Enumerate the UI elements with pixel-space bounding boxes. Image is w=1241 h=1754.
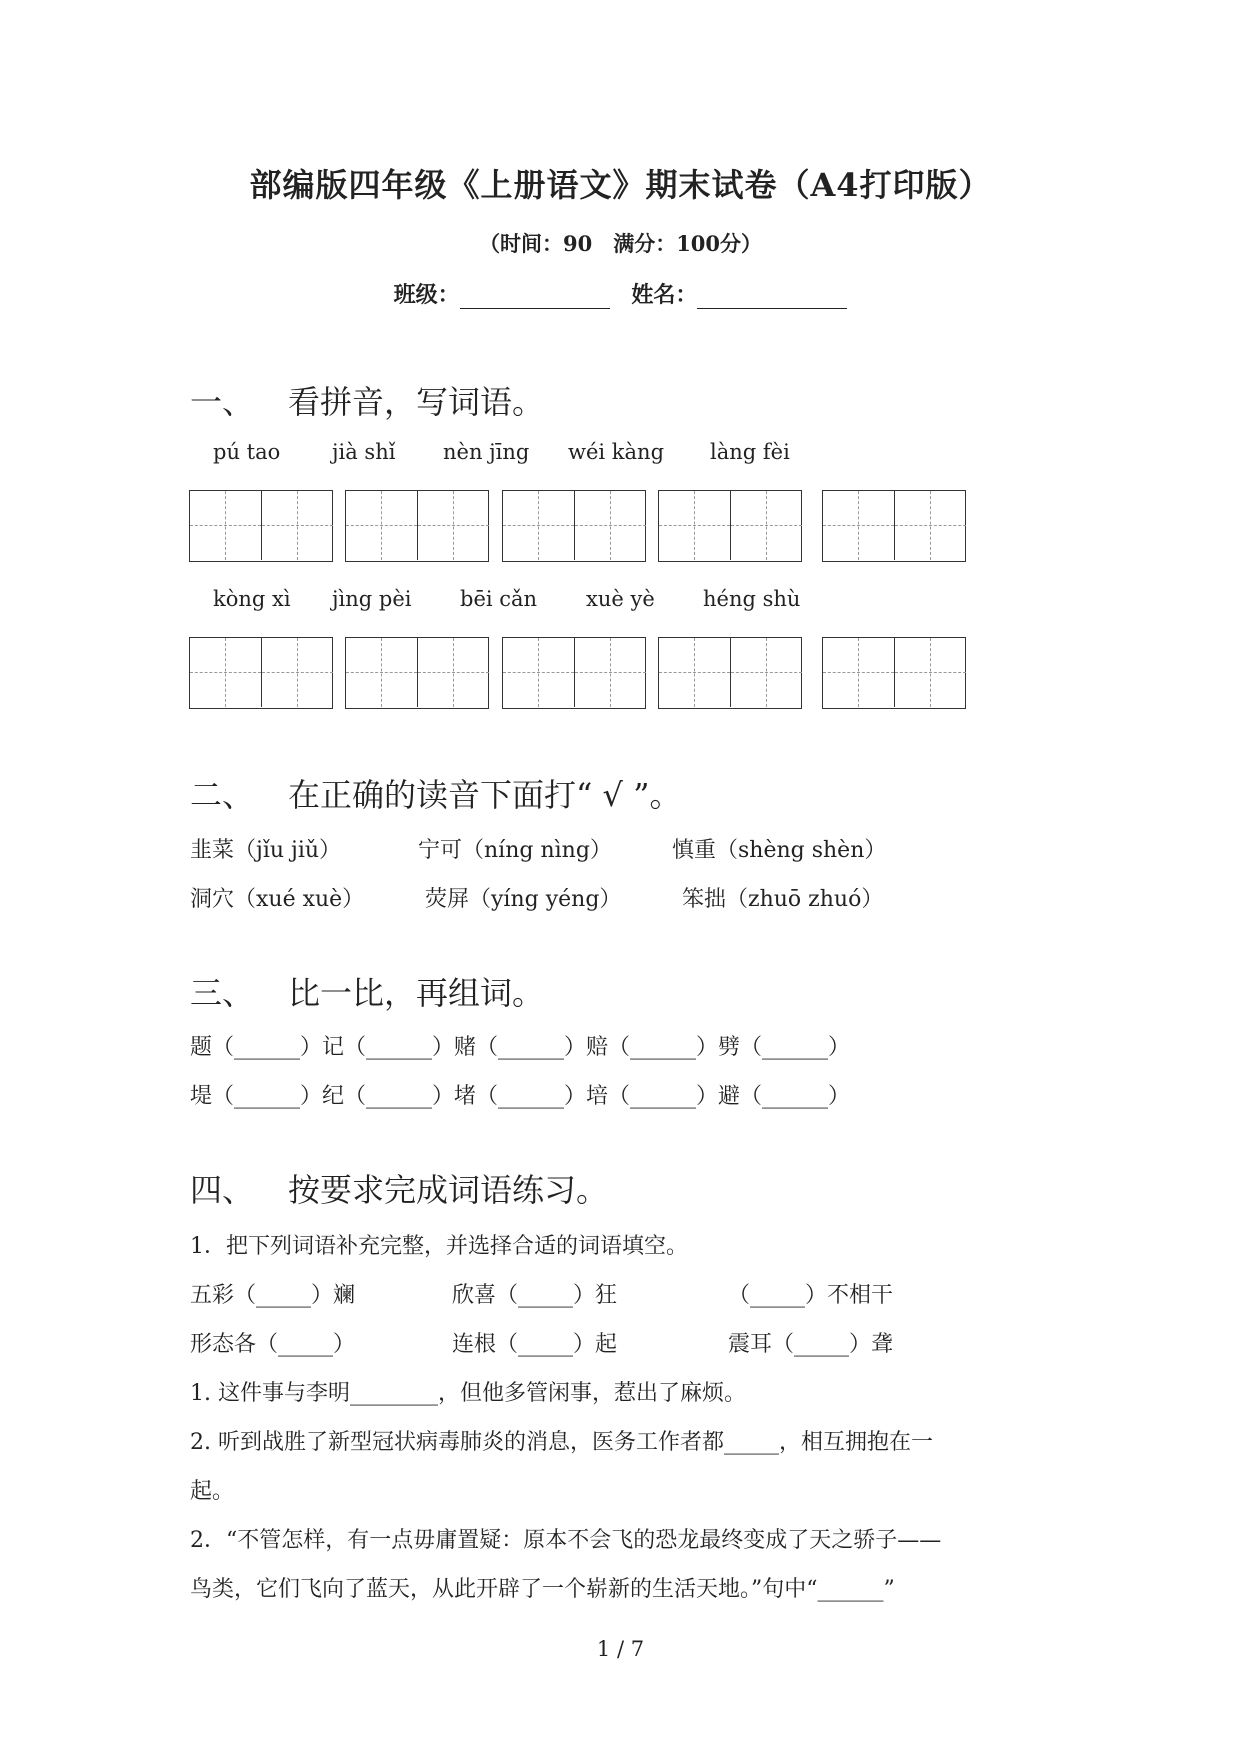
fill-sentence-1: 1. 这件事与李明________，但他多管闲事，惹出了麻烦。	[190, 1381, 746, 1406]
writing-grid[interactable]	[345, 637, 489, 709]
pinyin-label: kòng xì	[213, 587, 291, 611]
idiom-item: 五彩（_____）斓	[190, 1283, 356, 1308]
fill-sentence-2: 2. 听到战胜了新型冠状病毒肺炎的消息，医务工作者都_____，相互拥抱在一	[190, 1430, 933, 1455]
question-1: 1．把下列词语补充完整，并选择合适的词语填空。	[190, 1234, 688, 1259]
question-2-cont: 鸟类，它们飞向了蓝天，从此开辟了一个崭新的生活天地。”句中“______”	[190, 1577, 895, 1602]
writing-grid[interactable]	[189, 490, 333, 562]
compare-row-1: 题（______）记（______）赌（______）赔（______）劈（______）	[190, 1035, 851, 1060]
page-title: 部编版四年级《上册语文》期末试卷（A4打印版）	[249, 166, 992, 204]
writing-grid[interactable]	[345, 490, 489, 562]
section-number: 四、	[190, 1171, 255, 1209]
section-number: 二、	[190, 776, 255, 814]
writing-grid[interactable]	[822, 490, 966, 562]
pronunciation-item: 韭菜（jǐu jiǔ）	[190, 838, 342, 863]
idiom-item: （_____）不相干	[728, 1283, 894, 1308]
question-2: 2．“不管怎样，有一点毋庸置疑：原本不会飞的恐龙最终变成了天之骄子——	[190, 1528, 942, 1553]
writing-grid[interactable]	[502, 637, 646, 709]
pronunciation-item: 笨拙（zhuō zhuó）	[682, 887, 884, 912]
section-title: 按要求完成词语练习。	[288, 1171, 609, 1209]
class-field[interactable]	[460, 286, 610, 309]
name-field[interactable]	[697, 286, 847, 309]
pinyin-label: wéi kàng	[568, 440, 665, 464]
pinyin-label: xuè yè	[586, 587, 655, 611]
idiom-item: 欣喜（_____）狂	[452, 1283, 618, 1308]
section-2-heading	[190, 770, 681, 816]
section-4-heading	[190, 1165, 608, 1211]
class-label: 班级：	[393, 282, 460, 308]
pinyin-label: jià shǐ	[332, 440, 396, 464]
pronunciation-item: 洞穴（xué xuè）	[190, 887, 365, 912]
writing-grid[interactable]	[658, 490, 802, 562]
writing-grid[interactable]	[502, 490, 646, 562]
pinyin-label: héng shù	[703, 587, 801, 611]
pronunciation-item: 荧屏（yíng yéng）	[425, 887, 622, 912]
section-title: 在正确的读音下面打“ √ ”。	[288, 776, 682, 814]
pinyin-label: làng fèi	[710, 440, 790, 464]
writing-grid[interactable]	[658, 637, 802, 709]
section-1-heading	[190, 377, 544, 423]
writing-grid[interactable]	[822, 637, 966, 709]
compare-row-2: 堤（______）纪（______）堵（______）培（______）避（______）	[190, 1084, 851, 1109]
section-title: 看拼音，写词语。	[288, 383, 545, 421]
name-label: 姓名：	[631, 282, 698, 308]
fill-sentence-2-cont: 起。	[190, 1479, 235, 1504]
section-number: 三、	[190, 974, 255, 1012]
pinyin-label: pú tao	[213, 440, 281, 464]
idiom-item: 震耳（_____）聋	[728, 1332, 894, 1357]
idiom-item: 形态各（_____）	[190, 1332, 356, 1357]
section-number: 一、	[190, 383, 255, 421]
section-title: 比一比，再组词。	[288, 974, 545, 1012]
exam-subtitle: （时间：90 满分：100分）	[478, 231, 763, 256]
idiom-item: 连根（_____）起	[452, 1332, 618, 1357]
pronunciation-item: 宁可（níng nìng）	[418, 838, 612, 863]
pronunciation-item: 慎重（shèng shèn）	[672, 838, 887, 863]
pinyin-label: nèn jīng	[443, 440, 530, 464]
pinyin-label: bēi cǎn	[460, 587, 538, 611]
class-name-line	[0, 278, 1241, 309]
pinyin-label: jìng pèi	[332, 587, 412, 611]
writing-grid[interactable]	[189, 637, 333, 709]
page-number: 1 / 7	[596, 1637, 645, 1661]
section-3-heading	[190, 968, 544, 1014]
